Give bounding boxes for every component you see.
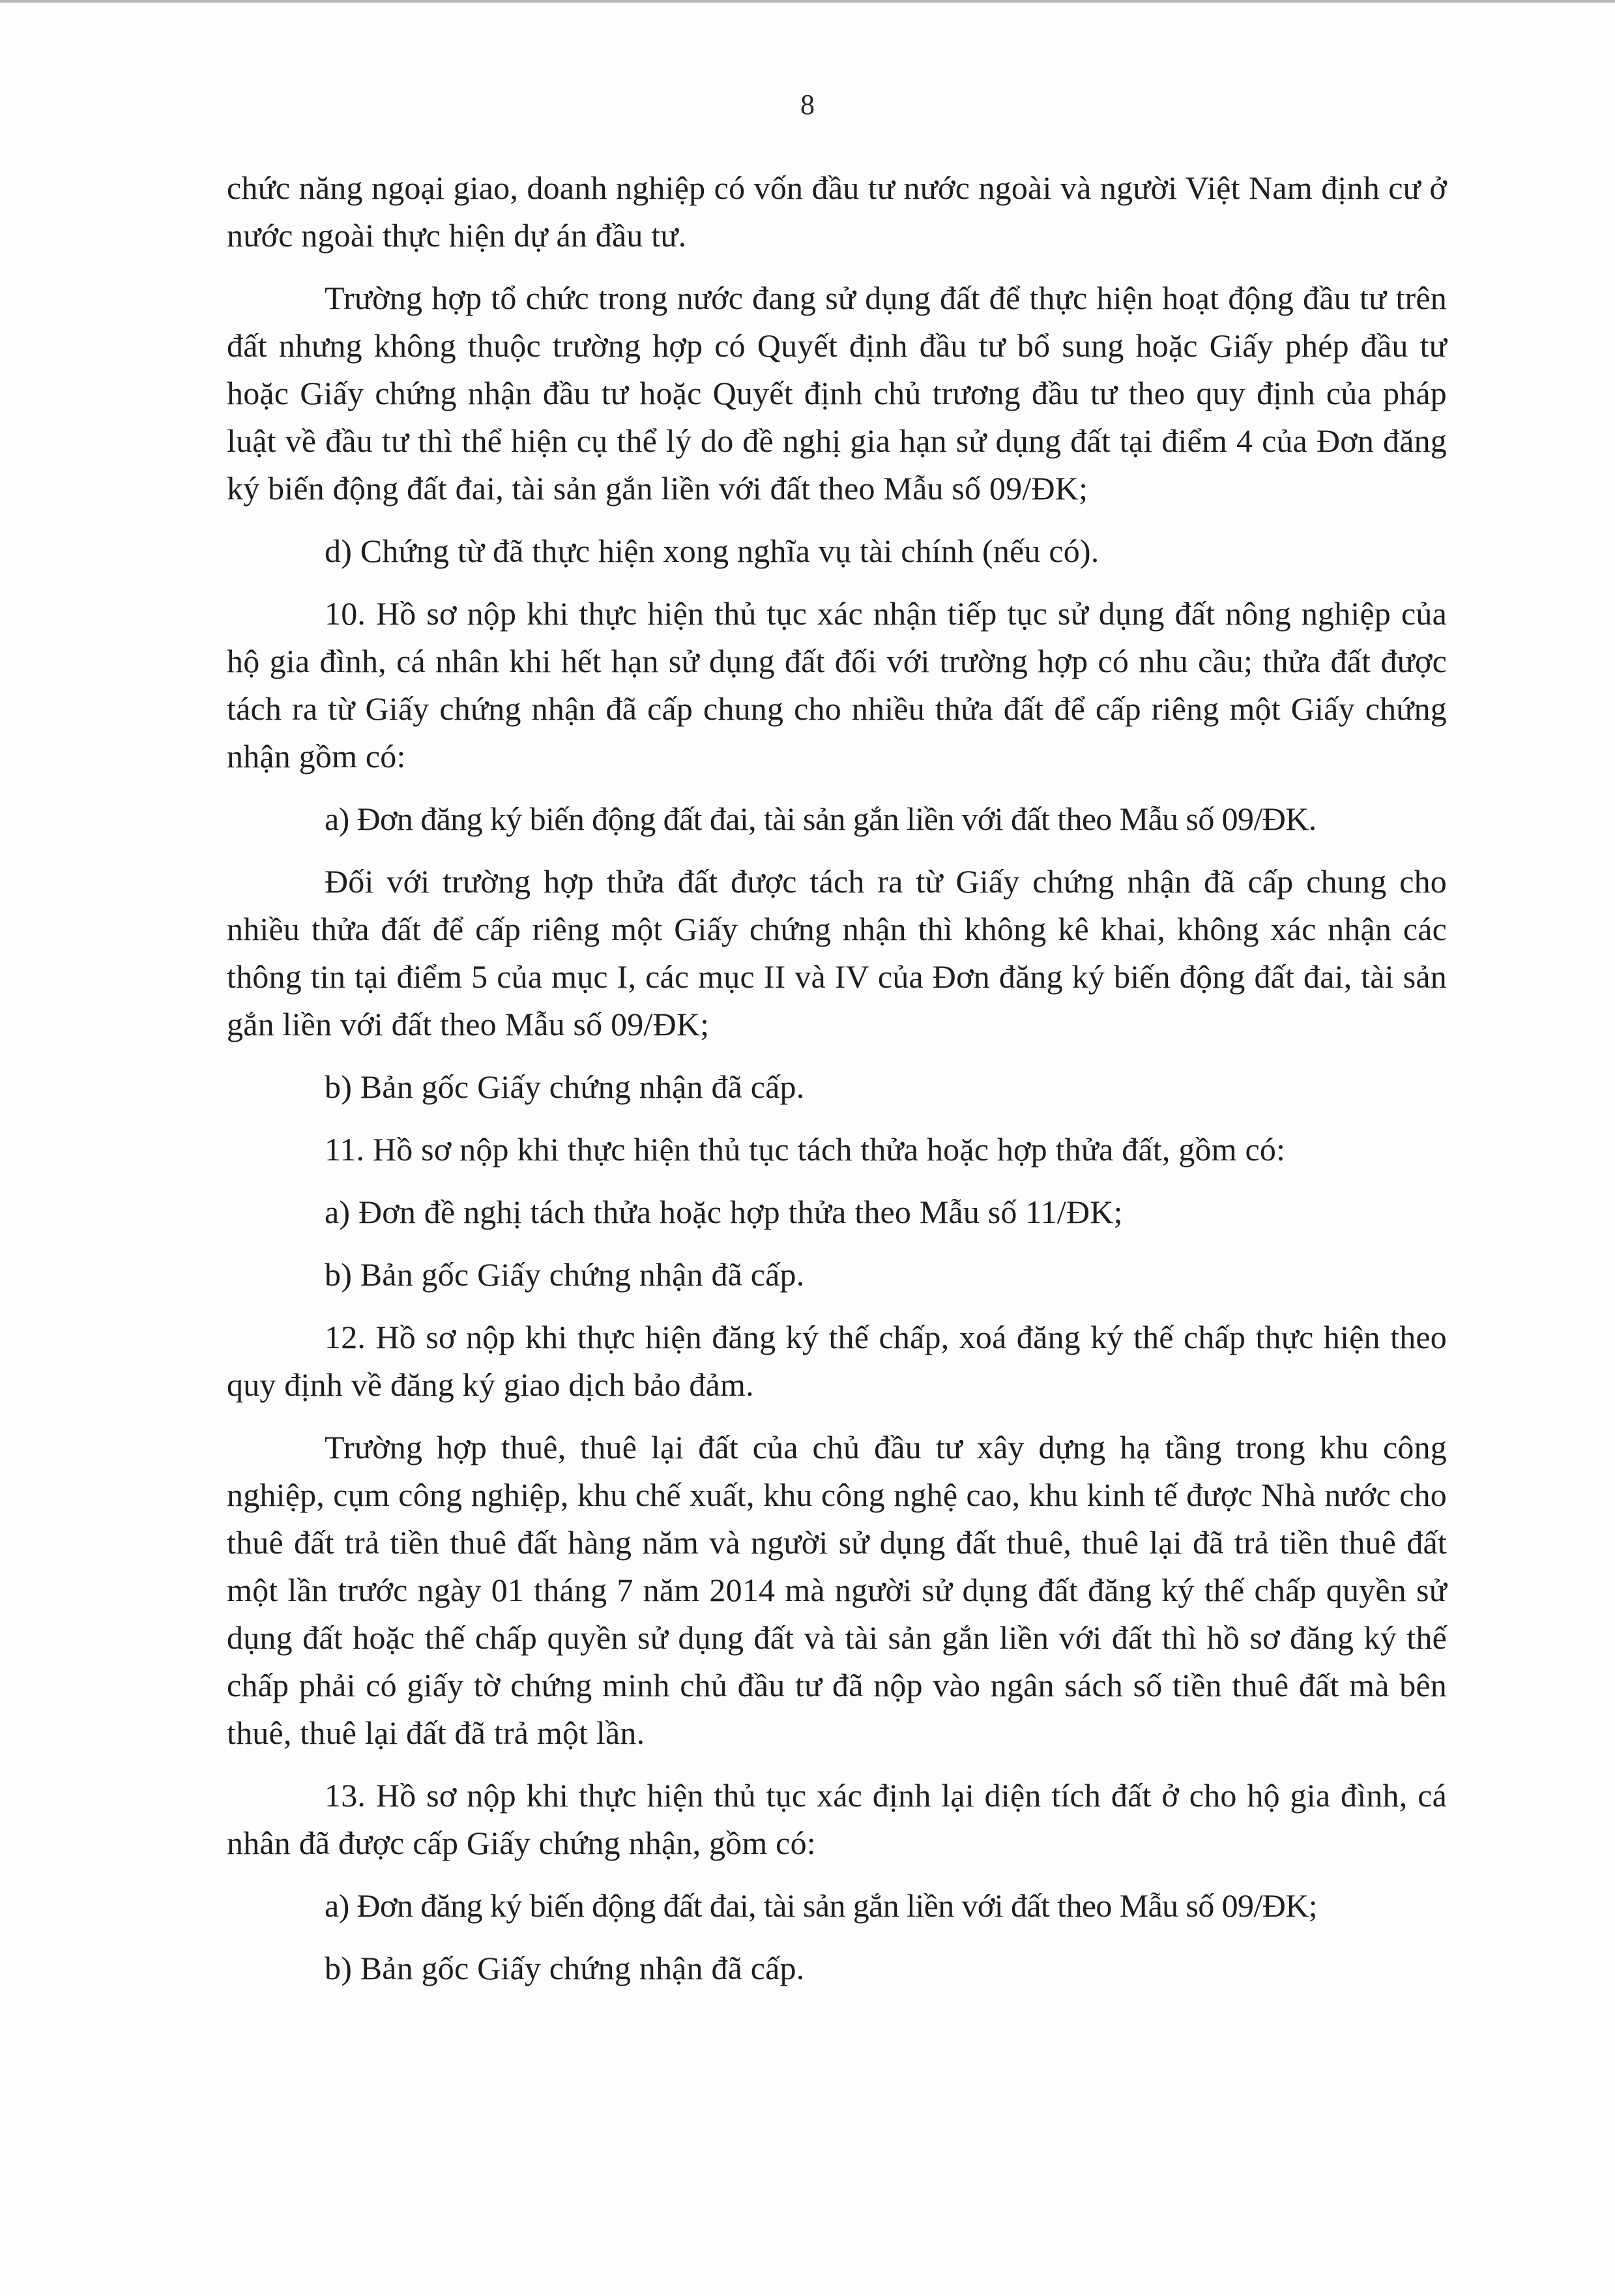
paragraph-section-12: 12. Hồ sơ nộp khi thực hiện đăng ký thế chấp, xoá đăng ký thế chấp thực hiện theo quy định về đăng ký giao dịch bảo đảm.	[227, 1319, 1447, 1403]
paragraph-lease-mortgage-case: Trường hợp thuê, thuê lại đất của chủ đầu tư xây dựng hạ tầng trong khu công nghiệp, cụm công nghiệp, khu chế xuất, khu công nghệ cao, khu kinh tế được Nhà nước cho thuê đất trả tiền thuê đất hàng năm và người sử dụng đất thuê, thuê lại đã trả tiền thuê đất một lần trước ngày 01 tháng 7 năm 2014 mà người sử dụng đất đăng ký thế chấp quyền sử dụng đất hoặc thế chấp quyền sử dụng đất và tài sản gắn liền với đất thì hồ sơ đăng ký thế chấp phải có giấy tờ chứng minh chủ đầu tư đã nộp vào ngân sách số tiền thuê đất mà bên thuê, thuê lại đất đã trả một lần.	[227, 1429, 1447, 1751]
paragraph-section-10-item-a: a) Đơn đăng ký biến động đất đai, tài sản gắn liền với đất theo Mẫu số 09/ĐK.	[325, 801, 1317, 837]
paragraph-section-11-item-b: b) Bản gốc Giấy chứng nhận đã cấp.	[325, 1256, 805, 1293]
paragraph-section-10-item-b: b) Bản gốc Giấy chứng nhận đã cấp.	[325, 1068, 805, 1105]
paragraph-section-13: 13. Hồ sơ nộp khi thực hiện thủ tục xác định lại diện tích đất ở cho hộ gia đình, cá nhân đã được cấp Giấy chứng nhận, gồm có:	[227, 1777, 1447, 1861]
paragraph-separated-parcel-case: Đối với trường hợp thửa đất được tách ra từ Giấy chứng nhận đã cấp chung cho nhiều thửa đất để cấp riêng một Giấy chứng nhận thì không kê khai, không xác nhận các thông tin tại điểm 5 của mục I, các mục II và IV của Đơn đăng ký biến động đất đai, tài sản gắn liền với đất theo Mẫu số 09/ĐK;	[227, 863, 1447, 1042]
scan-top-edge	[0, 0, 1615, 3]
paragraph-section-13-item-b: b) Bản gốc Giấy chứng nhận đã cấp.	[325, 1950, 805, 1986]
paragraph-continuation: chức năng ngoại giao, doanh nghiệp có vốn đầu tư nước ngoài và người Việt Nam định cư ở nước ngoài thực hiện dự án đầu tư.	[227, 169, 1447, 254]
paragraph-section-11-item-a: a) Đơn đề nghị tách thửa hoặc hợp thửa theo Mẫu số 11/ĐK;	[325, 1194, 1123, 1230]
paragraph-domestic-organization-case: Trường hợp tổ chức trong nước đang sử dụng đất để thực hiện hoạt động đầu tư trên đất nhưng không thuộc trường hợp có Quyết định đầu tư bổ sung hoặc Giấy phép đầu tư hoặc Giấy chứng nhận đầu tư hoặc Quyết định chủ trương đầu tư theo quy định của pháp luật về đầu tư thì thể hiện cụ thể lý do đề nghị gia hạn sử dụng đất tại điểm 4 của Đơn đăng ký biến động đất đai, tài sản gắn liền với đất theo Mẫu số 09/ĐK;	[227, 280, 1447, 507]
document-body	[227, 164, 1447, 2007]
paragraph-section-13-item-a: a) Đơn đăng ký biến động đất đai, tài sản gắn liền với đất theo Mẫu số 09/ĐK;	[325, 1887, 1318, 1924]
paragraph-section-11: 11. Hồ sơ nộp khi thực hiện thủ tục tách thửa hoặc hợp thửa đất, gồm có:	[325, 1131, 1286, 1168]
paragraph-section-10: 10. Hồ sơ nộp khi thực hiện thủ tục xác nhận tiếp tục sử dụng đất nông nghiệp của hộ gia đình, cá nhân khi hết hạn sử dụng đất đối với trường hợp có nhu cầu; thửa đất được tách ra từ Giấy chứng nhận đã cấp chung cho nhiều thửa đất để cấp riêng một Giấy chứng nhận gồm có:	[227, 595, 1447, 774]
paragraph-item-d: d) Chứng từ đã thực hiện xong nghĩa vụ tài chính (nếu có).	[325, 533, 1099, 569]
page-number: 8	[800, 89, 815, 121]
